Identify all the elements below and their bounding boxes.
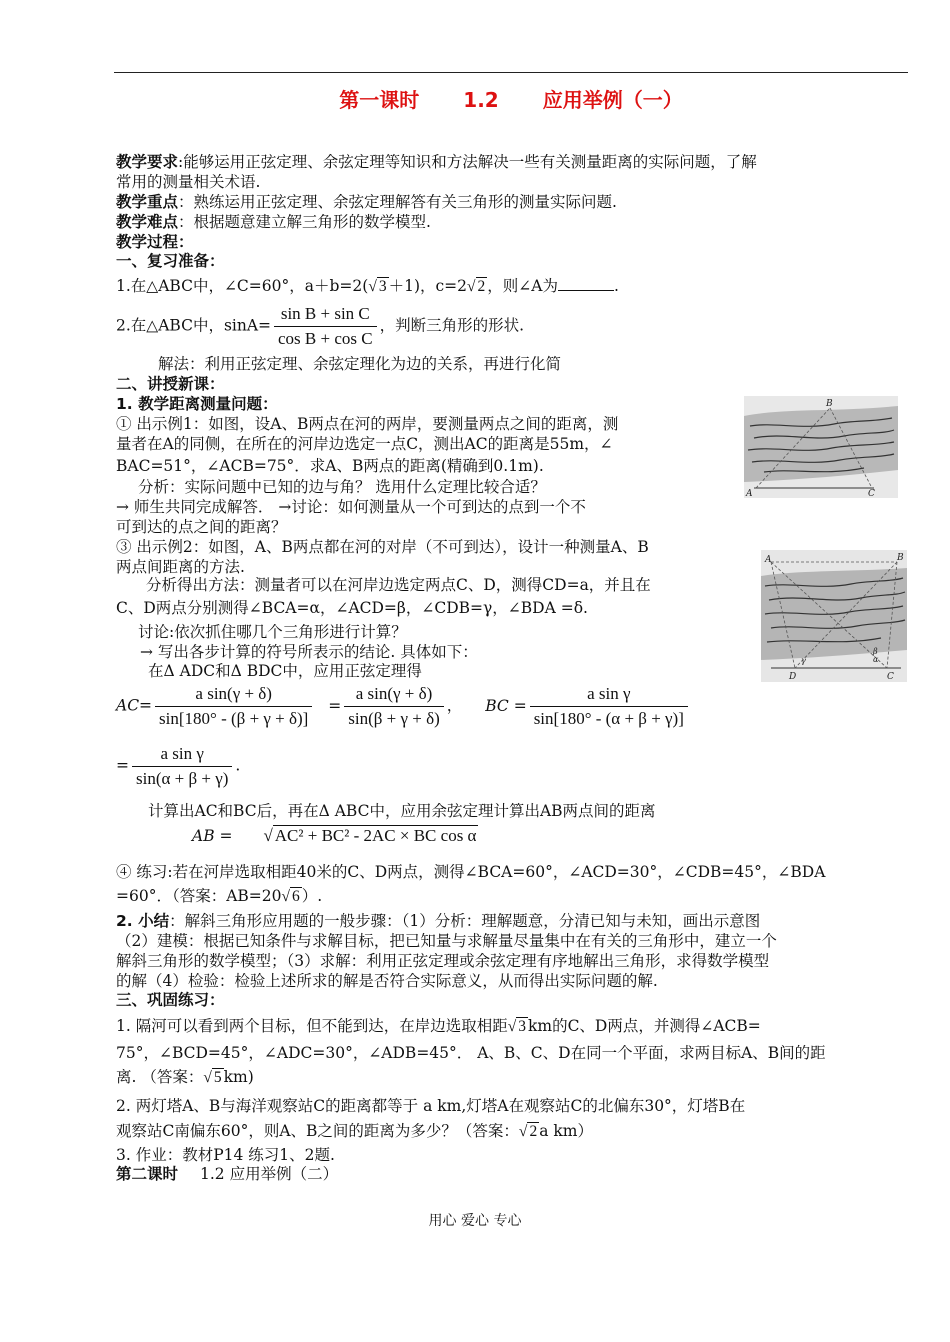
label-c: C [868, 489, 875, 498]
title-number: 1.2 [463, 88, 499, 112]
exercise-answer: =60°．（答案：AB=20√ 6 ）. [116, 887, 323, 905]
sqrt: √ 2 [467, 278, 486, 295]
teaching-difficulty: 教学难点：根据题意建立解三角形的数学模型. [116, 213, 431, 231]
page-title [114, 84, 908, 113]
summary-line: 解斜三角形的数学模型；（3）求解：利用正弦定理或余弦定理有序地解出三角形，求得数学模型 [116, 952, 770, 970]
page-footer: 用心 爱心 专心 [428, 1213, 522, 1229]
section-new: 二、讲授新课： [116, 375, 225, 393]
label-a: A [746, 489, 753, 498]
header-rule [114, 72, 908, 73]
teaching-process: 教学过程： [116, 233, 194, 251]
section-review: 一、复习准备： [116, 252, 225, 270]
summary-line: 的解（4）检验：检验上述所求的解是否符合实际意义，从而得出实际问题的解. [116, 972, 658, 990]
river-figure-2 [761, 550, 907, 682]
title-lesson: 第一课时 [339, 88, 420, 112]
review-solution: 解法：利用正弦定理、余弦定理化为边的关系，再进行化简 [158, 355, 562, 373]
fraction: $\frac{\text{a sin(γ + δ)}}{\sin(\beta + \gamma + \delta)}$ [344, 684, 444, 729]
summary-line: （2）建模：根据已知条件与求解目标，把已知量与求解量尽量集中在有关的三角形中，建立一个 [116, 932, 777, 950]
equation-ac: AC= $\frac{\text{a sin(γ + δ)}}{\sin[180^\circ - (\beta + \gamma + \delta)]}$ = $\frac{\text{a sin(γ + δ)}}{\sin(\beta + \gamma + \delta)}$ ， BC = $\frac{\text{a sin γ}}{\sin[180^\circ - (\alpha + \beta + \gamma)]}$ [116, 684, 691, 729]
label-c: C [887, 672, 894, 682]
label-gamma: γ [801, 656, 806, 665]
example-1-line: BAC=51°，∠ACB=75°．求A、B两点的距离(精确到0.1m). [116, 457, 544, 475]
section-practice: 三、巩固练习： [116, 991, 225, 1009]
river-figure-1 [744, 396, 898, 498]
label-b: B [826, 399, 833, 409]
next-lesson: 第二课时 1.2 应用举例（二） [116, 1165, 339, 1183]
fraction: $\frac{\text{a sin γ}}{\sin[180^\circ - (\alpha + \beta + \gamma)]}$ [530, 684, 688, 729]
label-a: A [765, 555, 772, 565]
example-2-line: 两点间距离的方法. [116, 558, 245, 576]
equation-ab: AB = √ AC² + BC² - 2AC × BC cos α [192, 826, 477, 845]
label-beta: β [873, 647, 878, 656]
answer-blank [558, 276, 614, 291]
practice-1: 1. 隔河可以看到两个目标，但不能到达，在岸边选取相距√ 3 km的C、D两点，并测得∠ACB= [116, 1017, 761, 1035]
sqrt: √ 3 [507, 1018, 526, 1035]
example-2-discussion: 在Δ ADC和Δ BDC中，应用正弦定理得 [148, 662, 422, 680]
example-1-discussion: → 师生共同完成解答． →讨论：如何测量从一个可到达的点到一个不 [116, 498, 586, 516]
teaching-requirement: 教学要求:能够运用正弦定理、余弦定理等知识和方法解决一些有关测量距离的实际问题，了解 [116, 153, 757, 171]
teaching-requirement-cont: 常用的测量相关术语. [116, 173, 261, 191]
sqrt: √ 2 [518, 1123, 538, 1140]
exercise-line: ④ 练习:若在河岸选取相距40米的C、D两点，测得∠BCA=60°，∠ACD=30°，∠CDB=45°，∠BDA [116, 863, 826, 881]
example-2-analysis: 分析得出方法：测量者可以在河岸边选定两点C、D，测得CD=a，并且在 [146, 576, 651, 594]
example-1-line: 量者在A的同侧，在所在的河岸边选定一点C，测出AC的距离是55m，∠ [116, 435, 613, 453]
title-topic: 应用举例（一） [542, 88, 683, 112]
teaching-key: 教学重点：熟练运用正弦定理、余弦定理解答有关三角形的测量实际问题. [116, 193, 617, 211]
sqrt: √ 6 [281, 888, 300, 905]
practice-2-answer: 观察站C南偏东60°，则A、B之间的距离为多少？（答案：√ 2 a km） [116, 1122, 593, 1140]
topic-distance: 1. 教学距离测量问题： [116, 395, 278, 413]
fraction: $\frac{\text{a sin(γ + δ)}}{\sin[180^\circ - (\beta + \gamma + \delta)]}$ [155, 684, 312, 729]
example-2-discussion: 讨论:依次抓住哪几个三角形进行计算？ [138, 623, 407, 641]
calc-line: 计算出AC和BC后，再在Δ ABC中，应用余弦定理计算出AB两点间的距离 [148, 802, 656, 820]
fraction: $\frac{\text{sin B + sin C}}{\text{cos B + cos C}}$ [274, 304, 377, 349]
sqrt: √ 3 [368, 278, 387, 295]
homework: 3. 作业：教材P14 练习1、2题. [116, 1146, 335, 1164]
label-alpha: α [873, 655, 879, 664]
review-question-1: 1.在△ABC中，∠C=60°，a＋b=2(√ 3 ＋1)，c=2√ 2 ，则∠A为 . [116, 277, 619, 295]
practice-1-line: 75°，∠BCD=45°，∠ADC=30°，∠ADB=45°． A、B、C、D在同一个平面，求两目标A、B间的距 [116, 1044, 826, 1062]
practice-1-answer: 离. （答案：√ 5 km) [116, 1068, 254, 1086]
sqrt: √ AC² + BC² - 2AC × BC cos α [263, 826, 477, 845]
practice-2: 2. 两灯塔A、B与海洋观察站C的距离都等于 a km,灯塔A在观察站C的北偏东30°，灯塔B在 [116, 1097, 746, 1115]
review-question-2: 2.在△ABC中，sinA= $\frac{\text{sin B + sin C}}{\text{cos B + cos C}}$ ，判断三角形的形状. [116, 304, 525, 348]
example-2-discussion: → 写出各步计算的符号所表示的结论. 具体如下： [140, 643, 478, 661]
label-b: B [897, 553, 904, 563]
example-1-line: ① 出示例1：如图，设A、B两点在河的两岸，要测量两点之间的距离，测 [116, 415, 619, 433]
summary: 2. 小结：解斜三角形应用题的一般步骤：（1）分析：理解题意，分清已知与未知，画出示意图 [116, 912, 761, 930]
sqrt: √ 5 [203, 1069, 222, 1086]
example-1-discussion: 可到达的点之间的距离？ [116, 518, 287, 536]
fraction: $\frac{\text{a sin γ}}{\sin(\alpha + \beta + \gamma)}$ [132, 744, 232, 789]
label-d: D [789, 672, 797, 682]
equation-bc: = $\frac{\text{a sin γ}}{\sin(\alpha + \beta + \gamma)}$ . [116, 744, 241, 788]
example-1-analysis: 分析：实际问题中已知的边与角？ 选用什么定理比较合适？ [138, 478, 546, 496]
example-2-analysis: C、D两点分别测得∠BCA=α，∠ACD=β，∠CDB=γ，∠BDA =δ. [116, 599, 588, 617]
example-2-line: ③ 出示例2：如图，A、B两点都在河的对岸（不可到达），设计一种测量A、B [116, 538, 649, 556]
